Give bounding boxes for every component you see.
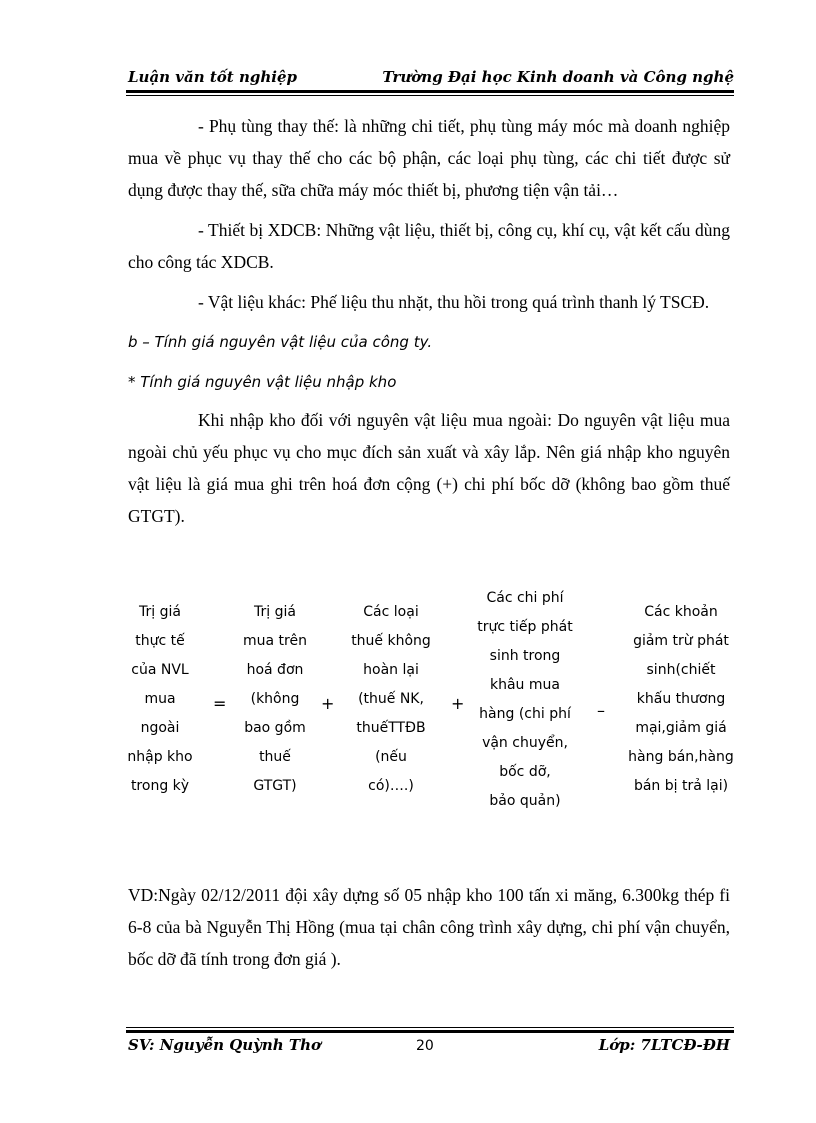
paragraph-example: VD:Ngày 02/12/2011 đội xây dựng số 05 nhập kho 100 tấn xi măng, 6.300kg thép fi 6-8 của bà Nguyễn Thị Hồng (mua tại chân công trình xây dựng, chi phí vận chuyển, bốc dỡ đã tính trong đơn giá ). [128,885,730,969]
header-rule-thick [126,90,734,93]
footer-student-name: SV: Nguyễn Quỳnh Thơ [128,1036,322,1054]
page-footer [128,1036,730,1060]
footer-class: Lớp: 7LTCĐ-ĐH [598,1036,730,1054]
body-section-2 [128,879,730,975]
paragraph-spare-parts: - Phụ tùng thay thế: là những chi tiết, phụ tùng máy móc mà doanh nghiệp mua về phục vụ thay thế cho các bộ phận, các loại phụ tùng, các chi tiết được sử dụng được thay thế, sữa chữa máy móc thiết bị, phương tiện vận tải… [128,116,730,200]
heading-import-pricing: * Tính giá nguyên vật liệu nhập kho [128,373,397,391]
page-header [128,66,734,90]
formula-invoice-price: Trị giá mua trên hoá đơn (không bao gồm thuế GTGT) [243,604,307,794]
pricing-formula [110,586,750,826]
footer-rule-thin [126,1027,734,1028]
header-rule-thin [126,95,734,96]
formula-direct-costs: Các chi phí trực tiếp phát sinh trong khâu mua hàng (chi phí vận chuyển, bốc dỡ, bảo quản) [477,590,573,809]
formula-minus-sign: – [597,701,605,720]
paragraph-purchase-price: Khi nhập kho đối với nguyên vật liệu mua ngoài: Do nguyên vật liệu mua ngoài chủ yếu phục vụ cho mục đích sản xuất và xây lắp. Nên giá nhập kho nguyên vật liệu là giá mua ghi trên hoá đơn cộng (+) chi phí bốc dỡ (không bao gồm thuế GTGT). [128,410,730,526]
formula-plus-sign-2: + [451,694,465,713]
paragraph-other-materials: - Vật liệu khác: Phế liệu thu nhặt, thu hồi trong quá trình thanh lý TSCĐ. [198,292,710,312]
formula-non-refundable-taxes: Các loại thuế không hoàn lại (thuế NK, thuếTTĐB (nếu có)….) [351,604,431,794]
heading-b: b – Tính giá nguyên vật liệu của công ty. [128,333,433,351]
header-thesis-label: Luận văn tốt nghiệp [128,68,297,86]
footer-rule-thick [126,1030,734,1033]
formula-actual-value: Trị giá thực tế của NVL mua ngoài nhập kho trong kỳ [127,604,193,794]
formula-equals-sign: = [213,694,227,713]
paragraph-xdcb-equipment: - Thiết bị XDCB: Những vật liệu, thiết bị, công cụ, khí cụ, vật kết cấu dùng cho công tác XDCB. [128,220,730,272]
formula-plus-sign-1: + [321,694,335,713]
page-number: 20 [416,1038,434,1054]
body-section-1 [128,110,730,532]
formula-deductions: Các khoản giảm trừ phát sinh(chiết khấu thương mại,giảm giá hàng bán,hàng bán bị trả lại) [628,604,734,794]
header-university-name: Trường Đại học Kinh doanh và Công nghệ [382,68,734,86]
